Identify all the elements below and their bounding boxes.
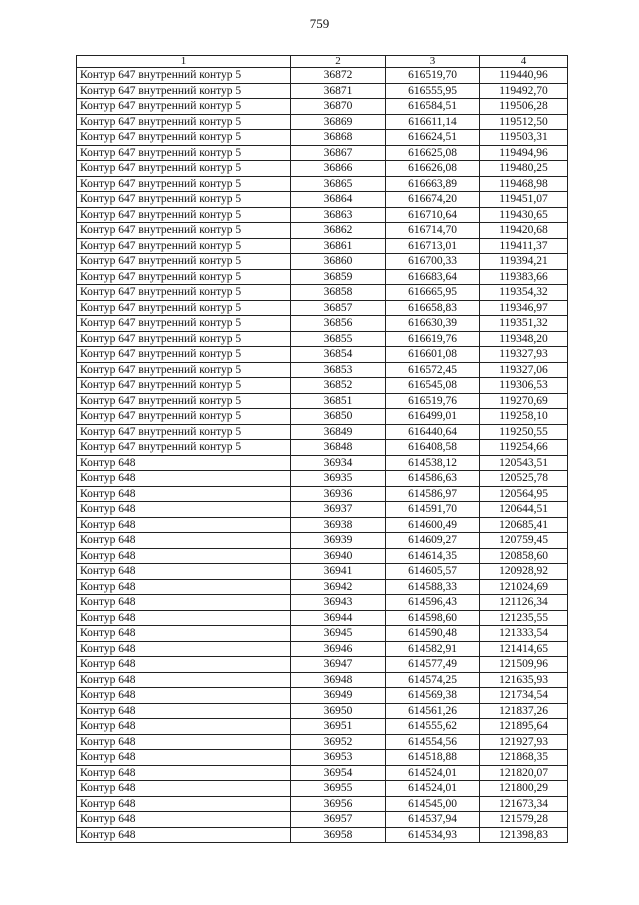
y-coordinate-cell: 121126,34 <box>480 595 568 611</box>
point-number-cell: 36855 <box>291 331 386 347</box>
contour-name-cell: Контур 648 <box>77 595 291 611</box>
x-coordinate-cell: 616674,20 <box>386 192 480 208</box>
y-coordinate-cell: 121734,54 <box>480 688 568 704</box>
contour-name-cell: Контур 648 <box>77 812 291 828</box>
contour-name-cell: Контур 648 <box>77 796 291 812</box>
table-row <box>77 533 568 549</box>
table-row <box>77 626 568 642</box>
point-number-cell: 36861 <box>291 238 386 254</box>
y-coordinate-cell: 120685,41 <box>480 517 568 533</box>
table-row <box>77 750 568 766</box>
table-row <box>77 176 568 192</box>
x-coordinate-cell: 616499,01 <box>386 409 480 425</box>
point-number-cell: 36858 <box>291 285 386 301</box>
point-number-cell: 36945 <box>291 626 386 642</box>
table-row <box>77 641 568 657</box>
y-coordinate-cell: 121509,96 <box>480 657 568 673</box>
point-number-cell: 36870 <box>291 99 386 115</box>
x-coordinate-cell: 614537,94 <box>386 812 480 828</box>
y-coordinate-cell: 119430,65 <box>480 207 568 223</box>
contour-name-cell: Контур 648 <box>77 750 291 766</box>
y-coordinate-cell: 121635,93 <box>480 672 568 688</box>
x-coordinate-cell: 614561,26 <box>386 703 480 719</box>
table-row <box>77 564 568 580</box>
x-coordinate-cell: 614600,49 <box>386 517 480 533</box>
x-coordinate-cell: 614545,00 <box>386 796 480 812</box>
x-coordinate-cell: 616440,64 <box>386 424 480 440</box>
table-row <box>77 300 568 316</box>
y-coordinate-cell: 119327,06 <box>480 362 568 378</box>
x-coordinate-cell: 614569,38 <box>386 688 480 704</box>
y-coordinate-cell: 121414,65 <box>480 641 568 657</box>
contour-name-cell: Контур 648 <box>77 548 291 564</box>
x-coordinate-cell: 614538,12 <box>386 455 480 471</box>
y-coordinate-cell: 121333,54 <box>480 626 568 642</box>
table-row <box>77 238 568 254</box>
table-row <box>77 796 568 812</box>
point-number-cell: 36866 <box>291 161 386 177</box>
contour-name-cell: Контур 647 внутренний контур 5 <box>77 409 291 425</box>
table-header-row <box>77 56 568 68</box>
contour-name-cell: Контур 647 внутренний контур 5 <box>77 316 291 332</box>
table-row <box>77 68 568 84</box>
table-row <box>77 703 568 719</box>
point-number-cell: 36849 <box>291 424 386 440</box>
contour-name-cell: Контур 648 <box>77 517 291 533</box>
y-coordinate-cell: 119394,21 <box>480 254 568 270</box>
x-coordinate-cell: 614590,48 <box>386 626 480 642</box>
table-row <box>77 719 568 735</box>
x-coordinate-cell: 616714,70 <box>386 223 480 239</box>
point-number-cell: 36938 <box>291 517 386 533</box>
point-number-cell: 36950 <box>291 703 386 719</box>
contour-name-cell: Контур 648 <box>77 734 291 750</box>
y-coordinate-cell: 121868,35 <box>480 750 568 766</box>
point-number-cell: 36853 <box>291 362 386 378</box>
y-coordinate-cell: 119306,53 <box>480 378 568 394</box>
point-number-cell: 36863 <box>291 207 386 223</box>
point-number-cell: 36953 <box>291 750 386 766</box>
contour-name-cell: Контур 648 <box>77 765 291 781</box>
x-coordinate-cell: 616611,14 <box>386 114 480 130</box>
y-coordinate-cell: 120564,95 <box>480 486 568 502</box>
contour-name-cell: Контур 647 внутренний контур 5 <box>77 440 291 456</box>
table-row <box>77 347 568 363</box>
y-coordinate-cell: 119512,50 <box>480 114 568 130</box>
x-coordinate-cell: 614554,56 <box>386 734 480 750</box>
point-number-cell: 36949 <box>291 688 386 704</box>
x-coordinate-cell: 614555,62 <box>386 719 480 735</box>
point-number-cell: 36936 <box>291 486 386 502</box>
y-coordinate-cell: 119258,10 <box>480 409 568 425</box>
y-coordinate-cell: 121398,83 <box>480 827 568 843</box>
x-coordinate-cell: 616700,33 <box>386 254 480 270</box>
x-coordinate-cell: 614518,88 <box>386 750 480 766</box>
y-coordinate-cell: 120543,51 <box>480 455 568 471</box>
point-number-cell: 36934 <box>291 455 386 471</box>
point-number-cell: 36958 <box>291 827 386 843</box>
contour-name-cell: Контур 647 внутренний контур 5 <box>77 347 291 363</box>
point-number-cell: 36952 <box>291 734 386 750</box>
x-coordinate-cell: 616665,95 <box>386 285 480 301</box>
y-coordinate-cell: 120525,78 <box>480 471 568 487</box>
contour-name-cell: Контур 647 внутренний контур 5 <box>77 207 291 223</box>
table-row <box>77 657 568 673</box>
point-number-cell: 36955 <box>291 781 386 797</box>
y-coordinate-cell: 119503,31 <box>480 130 568 146</box>
point-number-cell: 36854 <box>291 347 386 363</box>
contour-name-cell: Контур 647 внутренний контур 5 <box>77 254 291 270</box>
y-coordinate-cell: 119354,32 <box>480 285 568 301</box>
y-coordinate-cell: 119327,93 <box>480 347 568 363</box>
x-coordinate-cell: 614609,27 <box>386 533 480 549</box>
x-coordinate-cell: 616519,70 <box>386 68 480 84</box>
y-coordinate-cell: 121673,34 <box>480 796 568 812</box>
y-coordinate-cell: 119254,66 <box>480 440 568 456</box>
x-coordinate-cell: 616710,64 <box>386 207 480 223</box>
x-coordinate-cell: 614574,25 <box>386 672 480 688</box>
table-row <box>77 207 568 223</box>
table-row <box>77 269 568 285</box>
point-number-cell: 36865 <box>291 176 386 192</box>
table-row <box>77 471 568 487</box>
y-coordinate-cell: 119468,98 <box>480 176 568 192</box>
table-row <box>77 130 568 146</box>
point-number-cell: 36857 <box>291 300 386 316</box>
point-number-cell: 36850 <box>291 409 386 425</box>
column-header: 2 <box>291 56 386 68</box>
contour-name-cell: Контур 648 <box>77 657 291 673</box>
x-coordinate-cell: 616584,51 <box>386 99 480 115</box>
y-coordinate-cell: 119351,32 <box>480 316 568 332</box>
table-row <box>77 440 568 456</box>
column-header: 1 <box>77 56 291 68</box>
point-number-cell: 36941 <box>291 564 386 580</box>
table-row <box>77 161 568 177</box>
contour-name-cell: Контур 648 <box>77 502 291 518</box>
table-row <box>77 765 568 781</box>
y-coordinate-cell: 121927,93 <box>480 734 568 750</box>
contour-name-cell: Контур 648 <box>77 533 291 549</box>
point-number-cell: 36935 <box>291 471 386 487</box>
contour-name-cell: Контур 648 <box>77 688 291 704</box>
contour-name-cell: Контур 648 <box>77 781 291 797</box>
point-number-cell: 36869 <box>291 114 386 130</box>
table-row <box>77 812 568 828</box>
x-coordinate-cell: 616713,01 <box>386 238 480 254</box>
point-number-cell: 36864 <box>291 192 386 208</box>
page-number: 759 <box>309 16 330 31</box>
table-row <box>77 99 568 115</box>
point-number-cell: 36957 <box>291 812 386 828</box>
table-row <box>77 486 568 502</box>
contour-name-cell: Контур 647 внутренний контур 5 <box>77 285 291 301</box>
y-coordinate-cell: 119440,96 <box>480 68 568 84</box>
point-number-cell: 36942 <box>291 579 386 595</box>
contour-name-cell: Контур 647 внутренний контур 5 <box>77 99 291 115</box>
x-coordinate-cell: 614605,57 <box>386 564 480 580</box>
y-coordinate-cell: 119451,07 <box>480 192 568 208</box>
y-coordinate-cell: 119250,55 <box>480 424 568 440</box>
x-coordinate-cell: 614614,35 <box>386 548 480 564</box>
point-number-cell: 36860 <box>291 254 386 270</box>
point-number-cell: 36948 <box>291 672 386 688</box>
contour-name-cell: Контур 647 внутренний контур 5 <box>77 223 291 239</box>
y-coordinate-cell: 121837,26 <box>480 703 568 719</box>
x-coordinate-cell: 616601,08 <box>386 347 480 363</box>
table-row <box>77 672 568 688</box>
y-coordinate-cell: 119348,20 <box>480 331 568 347</box>
point-number-cell: 36862 <box>291 223 386 239</box>
point-number-cell: 36951 <box>291 719 386 735</box>
table-row <box>77 409 568 425</box>
point-number-cell: 36868 <box>291 130 386 146</box>
contour-name-cell: Контур 647 внутренний контур 5 <box>77 161 291 177</box>
point-number-cell: 36848 <box>291 440 386 456</box>
point-number-cell: 36940 <box>291 548 386 564</box>
point-number-cell: 36937 <box>291 502 386 518</box>
y-coordinate-cell: 119480,25 <box>480 161 568 177</box>
contour-name-cell: Контур 647 внутренний контур 5 <box>77 68 291 84</box>
table-row <box>77 285 568 301</box>
y-coordinate-cell: 119383,66 <box>480 269 568 285</box>
table-row <box>77 192 568 208</box>
table-row <box>77 424 568 440</box>
y-coordinate-cell: 121800,29 <box>480 781 568 797</box>
x-coordinate-cell: 616625,08 <box>386 145 480 161</box>
point-number-cell: 36852 <box>291 378 386 394</box>
point-number-cell: 36872 <box>291 68 386 84</box>
table-row <box>77 83 568 99</box>
x-coordinate-cell: 616683,64 <box>386 269 480 285</box>
table-row <box>77 517 568 533</box>
y-coordinate-cell: 120759,45 <box>480 533 568 549</box>
y-coordinate-cell: 119506,28 <box>480 99 568 115</box>
contour-name-cell: Контур 647 внутренний контур 5 <box>77 238 291 254</box>
contour-name-cell: Контур 648 <box>77 455 291 471</box>
table-row <box>77 393 568 409</box>
y-coordinate-cell: 119492,70 <box>480 83 568 99</box>
contour-name-cell: Контур 648 <box>77 703 291 719</box>
x-coordinate-cell: 616663,89 <box>386 176 480 192</box>
contour-name-cell: Контур 648 <box>77 626 291 642</box>
contour-name-cell: Контур 648 <box>77 471 291 487</box>
table-row <box>77 827 568 843</box>
contour-name-cell: Контур 647 внутренний контур 5 <box>77 83 291 99</box>
x-coordinate-cell: 616658,83 <box>386 300 480 316</box>
contour-name-cell: Контур 647 внутренний контур 5 <box>77 269 291 285</box>
contour-name-cell: Контур 647 внутренний контур 5 <box>77 192 291 208</box>
x-coordinate-cell: 614596,43 <box>386 595 480 611</box>
x-coordinate-cell: 614582,91 <box>386 641 480 657</box>
contour-name-cell: Контур 647 внутренний контур 5 <box>77 378 291 394</box>
y-coordinate-cell: 120858,60 <box>480 548 568 564</box>
x-coordinate-cell: 616572,45 <box>386 362 480 378</box>
table-row <box>77 781 568 797</box>
x-coordinate-cell: 614524,01 <box>386 765 480 781</box>
table-row <box>77 362 568 378</box>
contour-name-cell: Контур 648 <box>77 641 291 657</box>
table-row <box>77 502 568 518</box>
x-coordinate-cell: 614577,49 <box>386 657 480 673</box>
table-row <box>77 145 568 161</box>
point-number-cell: 36954 <box>291 765 386 781</box>
contour-name-cell: Контур 647 внутренний контур 5 <box>77 176 291 192</box>
x-coordinate-cell: 616519,76 <box>386 393 480 409</box>
contour-name-cell: Контур 648 <box>77 827 291 843</box>
column-header: 3 <box>386 56 480 68</box>
contour-name-cell: Контур 648 <box>77 579 291 595</box>
y-coordinate-cell: 119270,69 <box>480 393 568 409</box>
x-coordinate-cell: 614586,63 <box>386 471 480 487</box>
table-row <box>77 688 568 704</box>
x-coordinate-cell: 616626,08 <box>386 161 480 177</box>
y-coordinate-cell: 121235,55 <box>480 610 568 626</box>
x-coordinate-cell: 616545,08 <box>386 378 480 394</box>
y-coordinate-cell: 120644,51 <box>480 502 568 518</box>
contour-name-cell: Контур 647 внутренний контур 5 <box>77 331 291 347</box>
point-number-cell: 36856 <box>291 316 386 332</box>
point-number-cell: 36851 <box>291 393 386 409</box>
point-number-cell: 36867 <box>291 145 386 161</box>
point-number-cell: 36947 <box>291 657 386 673</box>
table-row <box>77 331 568 347</box>
x-coordinate-cell: 616624,51 <box>386 130 480 146</box>
table-row <box>77 595 568 611</box>
x-coordinate-cell: 616630,39 <box>386 316 480 332</box>
y-coordinate-cell: 119346,97 <box>480 300 568 316</box>
table-row <box>77 114 568 130</box>
contour-name-cell: Контур 647 внутренний контур 5 <box>77 114 291 130</box>
x-coordinate-cell: 614524,01 <box>386 781 480 797</box>
point-number-cell: 36871 <box>291 83 386 99</box>
contour-name-cell: Контур 648 <box>77 564 291 580</box>
point-number-cell: 36939 <box>291 533 386 549</box>
table-row <box>77 378 568 394</box>
contour-name-cell: Контур 647 внутренний контур 5 <box>77 362 291 378</box>
contour-name-cell: Контур 648 <box>77 672 291 688</box>
y-coordinate-cell: 119411,37 <box>480 238 568 254</box>
x-coordinate-cell: 616408,58 <box>386 440 480 456</box>
table-row <box>77 548 568 564</box>
point-number-cell: 36944 <box>291 610 386 626</box>
table-row <box>77 579 568 595</box>
contour-name-cell: Контур 647 внутренний контур 5 <box>77 393 291 409</box>
table-row <box>77 223 568 239</box>
x-coordinate-cell: 614586,97 <box>386 486 480 502</box>
contour-name-cell: Контур 647 внутренний контур 5 <box>77 145 291 161</box>
y-coordinate-cell: 121579,28 <box>480 812 568 828</box>
x-coordinate-cell: 614588,33 <box>386 579 480 595</box>
y-coordinate-cell: 120928,92 <box>480 564 568 580</box>
x-coordinate-cell: 614591,70 <box>386 502 480 518</box>
contour-name-cell: Контур 647 внутренний контур 5 <box>77 130 291 146</box>
x-coordinate-cell: 614534,93 <box>386 827 480 843</box>
table-body <box>77 68 568 843</box>
contour-name-cell: Контур 648 <box>77 719 291 735</box>
y-coordinate-cell: 119494,96 <box>480 145 568 161</box>
column-header: 4 <box>480 56 568 68</box>
point-number-cell: 36946 <box>291 641 386 657</box>
table-row <box>77 734 568 750</box>
y-coordinate-cell: 119420,68 <box>480 223 568 239</box>
contour-name-cell: Контур 647 внутренний контур 5 <box>77 300 291 316</box>
y-coordinate-cell: 121024,69 <box>480 579 568 595</box>
table-row <box>77 455 568 471</box>
y-coordinate-cell: 121895,64 <box>480 719 568 735</box>
coordinates-table <box>76 55 568 843</box>
x-coordinate-cell: 614598,60 <box>386 610 480 626</box>
x-coordinate-cell: 616555,95 <box>386 83 480 99</box>
table-row <box>77 316 568 332</box>
y-coordinate-cell: 121820,07 <box>480 765 568 781</box>
x-coordinate-cell: 616619,76 <box>386 331 480 347</box>
table-row <box>77 610 568 626</box>
contour-name-cell: Контур 648 <box>77 610 291 626</box>
point-number-cell: 36956 <box>291 796 386 812</box>
point-number-cell: 36859 <box>291 269 386 285</box>
contour-name-cell: Контур 648 <box>77 486 291 502</box>
table-row <box>77 254 568 270</box>
point-number-cell: 36943 <box>291 595 386 611</box>
contour-name-cell: Контур 647 внутренний контур 5 <box>77 424 291 440</box>
